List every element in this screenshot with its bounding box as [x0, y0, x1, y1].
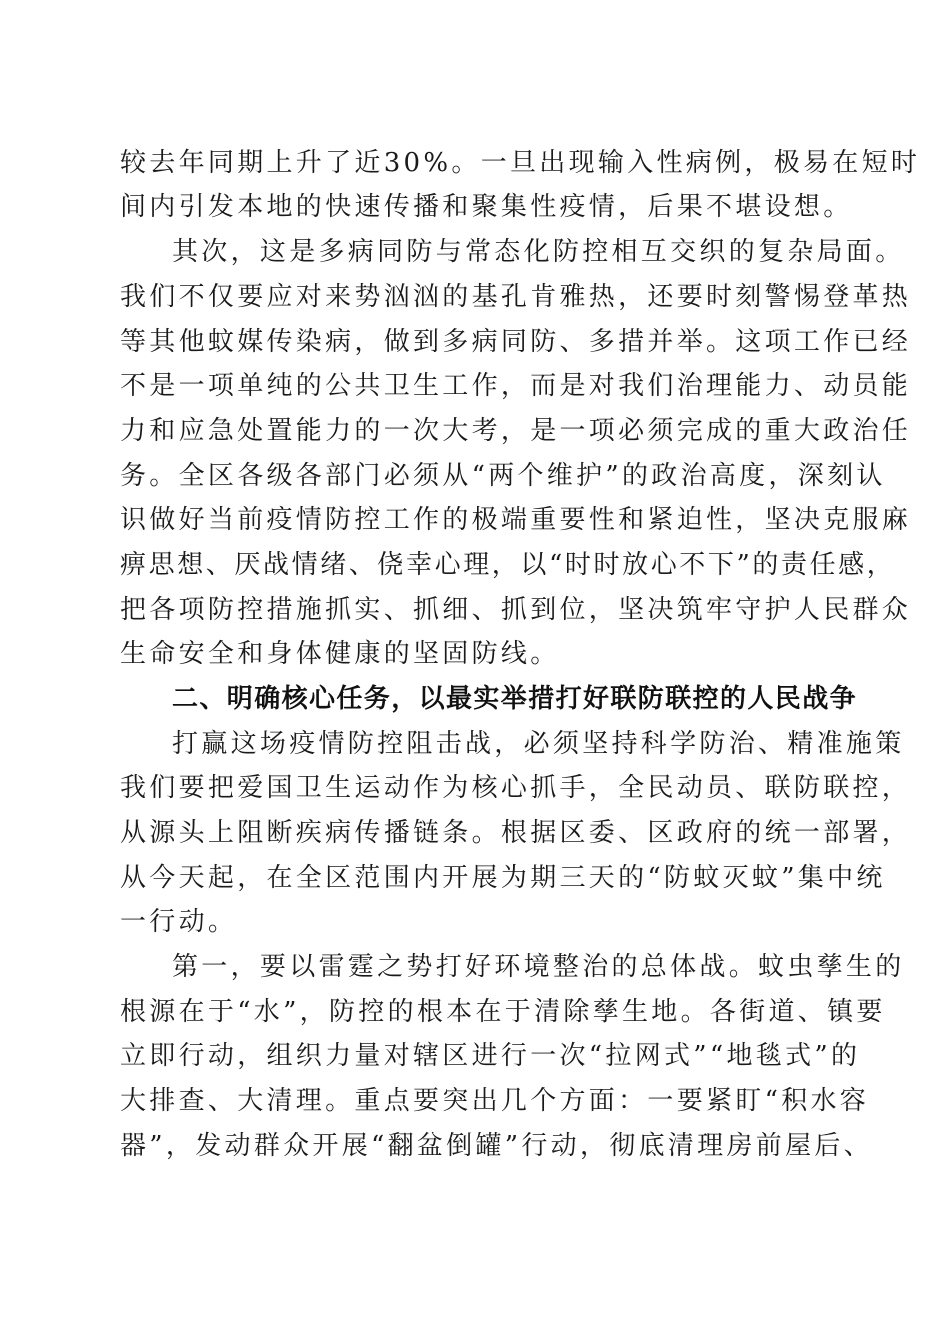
- body-line-11: 把各项防控措施抓实、抓细、抓到位，坚决筑牢守护人民群众: [120, 595, 912, 625]
- body-line-4: 我们不仅要应对来势汹汹的基孔肯雅热，还要时刻警惕登革热: [120, 282, 912, 312]
- body-line-9: 识做好当前疫情防控工作的极端重要性和紧迫性，坚决克服麻: [120, 505, 912, 535]
- body-line-7: 力和应急处置能力的一次大考，是一项必须完成的重大政治任: [120, 416, 912, 446]
- paragraph-first-line: 其次，这是多病同防与常态化防控相互交织的复杂局面。: [172, 237, 905, 267]
- paragraph-first-line: 第一，要以雷霆之势打好环境整治的总体战。蚊虫孳生的: [172, 952, 905, 982]
- body-line-10: 痹思想、厌战情绪、侥幸心理，以“时时放心不下”的责任感，: [120, 550, 896, 580]
- body-line-16: 从源头上阻断疾病传播链条。根据区委、区政府的统一部署，: [120, 818, 912, 848]
- section-heading: 二、明确核心任务，以最实举措打好联防联控的人民战争: [172, 684, 858, 714]
- body-line-23: 器”，发动群众开展“翻盆倒罐”行动，彻底清理房前屋后、: [120, 1131, 873, 1161]
- body-line-20: 根源在于“水”，防控的根本在于清除孳生地。各街道、镇要: [120, 997, 886, 1027]
- body-line-8: 务。全区各级各部门必须从“两个维护”的政治高度，深刻认: [120, 461, 886, 491]
- body-line-5: 等其他蚊媒传染病，做到多病同防、多措并举。这项工作已经: [120, 327, 912, 357]
- body-line-15: 我们要把爱国卫生运动作为核心抓手，全民动员、联防联控，: [120, 773, 912, 803]
- body-line-1: 较去年同期上升了近30%。一旦出现输入性病例，极易在短时: [120, 148, 921, 178]
- body-line-17: 从今天起，在全区范围内开展为期三天的“防蚊灭蚊”集中统: [120, 863, 886, 893]
- body-line-21: 立即行动，组织力量对辖区进行一次“拉网式”“地毯式”的: [120, 1041, 861, 1071]
- body-line-18: 一行动。: [120, 907, 238, 937]
- body-line-2: 间内引发本地的快速传播和聚集性疫情，后果不堪设想。: [120, 192, 853, 222]
- body-line-6: 不是一项单纯的公共卫生工作，而是对我们治理能力、动员能: [120, 371, 912, 401]
- body-line-12: 生命安全和身体健康的坚固防线。: [120, 639, 560, 669]
- paragraph-first-line: 打赢这场疫情防控阻击战，必须坚持科学防治、精准施策: [172, 729, 905, 759]
- body-line-22: 大排查、大清理。重点要突出几个方面：一要紧盯“积水容: [120, 1086, 870, 1116]
